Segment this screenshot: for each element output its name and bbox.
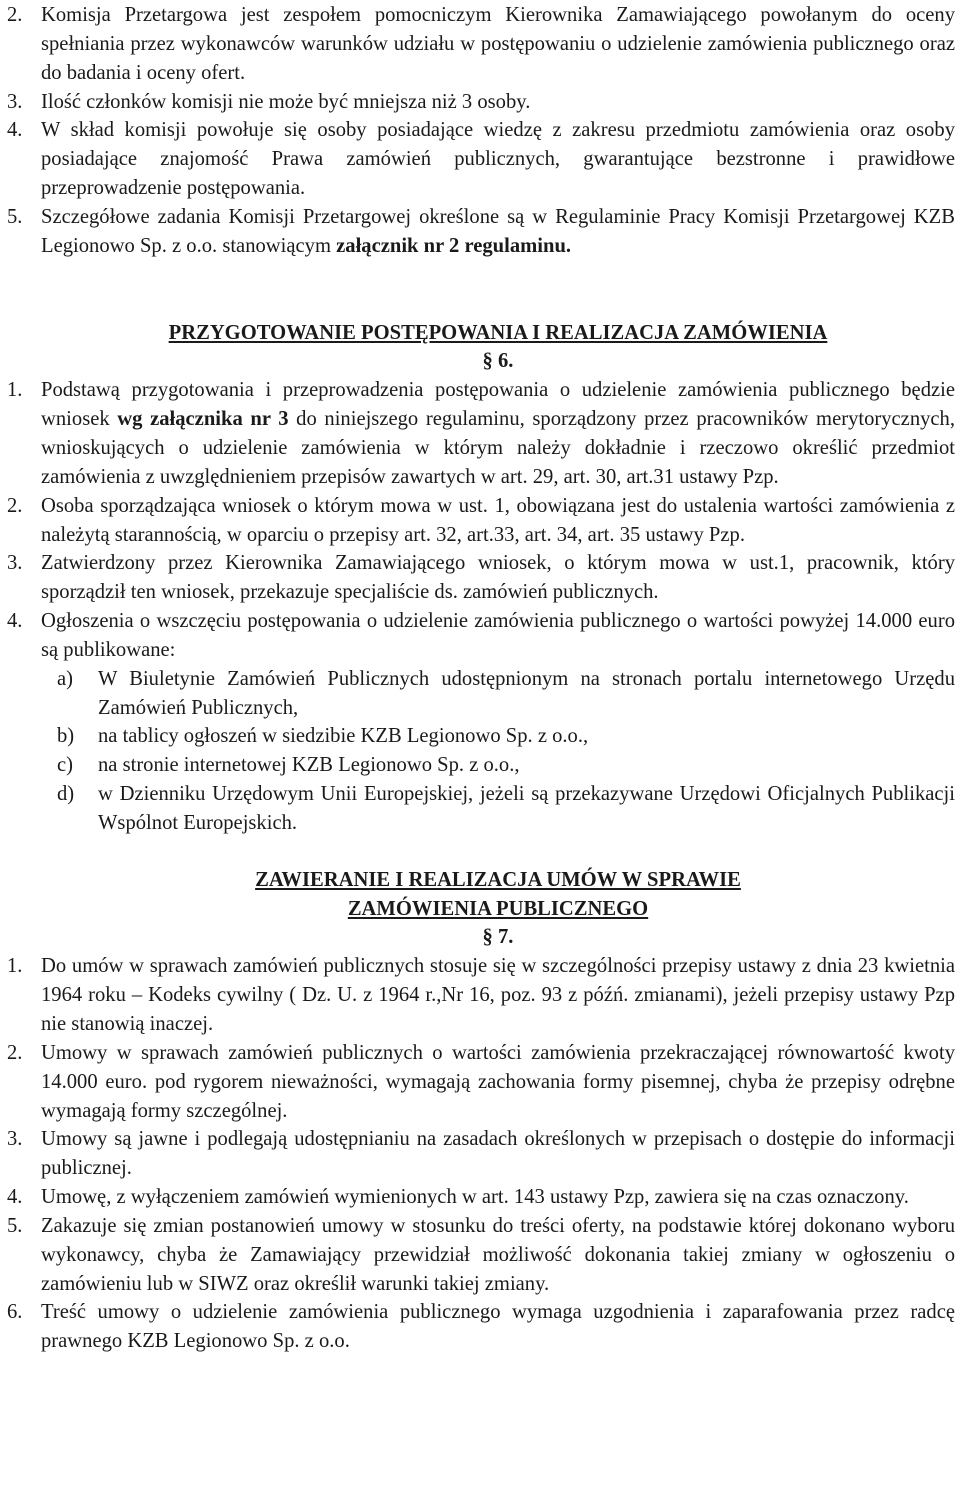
attachment-reference: załącznik nr 2 regulaminu. — [336, 234, 572, 257]
item-text: Ilość członków komisji nie może być mniejsza niż 3 osoby. — [41, 90, 531, 113]
section-7-heading-line-1: ZAWIERANIE I REALIZACJA UMÓW W SPRAWIE — [255, 868, 741, 891]
item-number: 1. — [7, 955, 23, 978]
spacer — [7, 261, 955, 319]
sub-list-item — [7, 780, 955, 838]
sub-item-text: W Biuletynie Zamówień Publicznych udostępnionym na stronach portalu internetowego Urzędu Zamówień Publicznych, — [98, 667, 955, 719]
item-text: Komisja Przetargowa jest zespołem pomocniczym Kierownika Zamawiającego powołanym do oceny spełniania przez wykonawców warunków udziału w postępowaniu o udzielenie zamówienia publicznego oraz do badania i oceny ofert. — [41, 4, 955, 84]
section-7-heading-line-2: ZAMÓWIENIA PUBLICZNEGO — [347, 897, 649, 920]
list-item — [7, 1212, 955, 1299]
attachment-reference: wg załącznika nr 3 — [117, 408, 289, 431]
item-text: Zatwierdzony przez Kierownika Zamawiającego wniosek, o którym mowa w ust.1, pracownik, który sporządził ten wniosek, przekazuje specjaliście ds. zamówień publicznych. — [41, 552, 955, 604]
item-number: 2. — [7, 4, 23, 26]
item-text: Zakazuje się zmian postanowień umowy w stosunku do treści oferty, na podstawie której dokonano wyboru wykonawcy, chyba że Zamawiający przewidział możliwość dokonania takiej zmiany w ogłoszeniu o zamówieniu lub w SIWZ oraz określił warunki takiej zmiany. — [41, 1214, 955, 1295]
section-6-number — [7, 347, 955, 376]
item-number: 5. — [7, 205, 23, 228]
list-item — [7, 607, 955, 665]
section-7-number — [7, 923, 955, 952]
item-text: Do umów w sprawach zamówień publicznych stosuje się w szczególności przepisy ustawy z dnia 23 kwietnia 1964 roku – Kodeks cywilny ( Dz. U. z 1964 r.,Nr 16, poz. 93 z późń. zmianami), jeżeli przepisy ustawy Pzp nie stanowią inaczej. — [41, 955, 955, 1035]
item-text-part: Podstawą przygotowania i przeprowadzenia postępowania o udzielenie zamówienia publicznego będzie wniosek — [41, 379, 955, 431]
sub-item-text: w Dzienniku Urzędowym Unii Europejskiej, jeżeli są przekazywane Urzędowi Oficjalnych Publikacji Wspólnot Europejskich. — [98, 783, 955, 834]
item-text: Ogłoszenia o wszczęciu postępowania o udzielenie zamówienia publicznego o wartości powyżej 14.000 euro są publikowane: — [41, 610, 955, 661]
item-number: 1. — [7, 379, 23, 402]
item-number: 3. — [7, 90, 23, 113]
item-number: 2. — [7, 1041, 23, 1064]
item-number: 5. — [7, 1214, 23, 1237]
sub-item-letter: b) — [57, 725, 75, 748]
paragraph-number: 7. — [498, 926, 514, 949]
item-text — [41, 203, 955, 261]
item-number: 4. — [7, 119, 23, 142]
sub-item-letter: d) — [57, 783, 75, 806]
list-item — [7, 203, 955, 261]
paragraph-sign: § — [482, 350, 493, 373]
list-item — [7, 952, 955, 1039]
list-item — [7, 1298, 955, 1356]
item-number: 4. — [7, 610, 23, 633]
list-item — [7, 1183, 955, 1212]
section-6-heading: PRZYGOTOWANIE POSTĘPOWANIA I REALIZACJA ZAMÓWIENIA — [168, 321, 828, 344]
list-item — [7, 492, 955, 550]
item-text: Osoba sporządzająca wniosek o którym mowa w ust. 1, obowiązana jest do ustalenia wartości zamówienia z należytą starannością, w oparciu o przepisy art. 32, art.33, art. 34, art. 35 ustawy Pzp. — [41, 494, 955, 546]
list-item — [7, 549, 955, 607]
list-item — [7, 376, 955, 491]
list-item — [7, 1125, 955, 1183]
item-text: Umowy w sprawach zamówień publicznych o wartości zamówienia przekraczającej równowartość kwoty 14.000 euro. pod rygorem nieważności, wymagają zachowania formy pisemnej, chyba że przepisy odrębne wymagają formy szczególnej. — [41, 1041, 955, 1122]
sub-item-letter: c) — [57, 754, 73, 777]
item-text-part: do niniejszego regulaminu, sporządzony przez pracowników merytorycznych, wnioskujących o udzielenie zamówienia w którym należy dokładnie i rzeczowo określić przedmiot zamówienia z uwzględnieniem przepisów zawartych w art. 29, art. 30, art.31 ustawy Pzp. — [41, 408, 956, 488]
list-item — [7, 1039, 955, 1126]
sub-item-text: na stronie internetowej KZB Legionowo Sp. z o.o., — [98, 754, 520, 777]
item-text — [41, 376, 955, 491]
list-item — [7, 1, 955, 88]
item-number: 4. — [7, 1186, 23, 1209]
paragraph-number: 6. — [498, 350, 514, 373]
sub-list-item — [7, 751, 955, 780]
sub-list-item — [7, 665, 955, 723]
spacer — [7, 838, 955, 866]
list-item — [7, 88, 955, 117]
item-text-part: Szczegółowe zadania Komisji Przetargowej określone są w Regulaminie Pracy Komisji Przetargowej KZB Legionowo Sp. z o.o. stanowiącym — [41, 205, 955, 257]
item-number: 3. — [7, 552, 23, 575]
item-number: 3. — [7, 1128, 23, 1151]
item-text: W skład komisji powołuje się osoby posiadające wiedzę z zakresu przedmiotu zamówienia oraz osoby posiadające znajomość Prawa zamówień publicznych, gwarantujące bezstronne i prawidłowe przeprowadzenie postępowania. — [41, 119, 955, 200]
item-text: Umowy są jawne i podlegają udostępnianiu na zasadach określonych w przepisach o dostępie do informacji publicznej. — [41, 1128, 955, 1180]
paragraph-sign: § — [482, 926, 493, 949]
sub-list-item — [7, 722, 955, 751]
document-page — [7, 1, 955, 1356]
item-number: 2. — [7, 494, 23, 517]
sub-item-letter: a) — [57, 667, 73, 690]
item-number: 6. — [7, 1301, 23, 1324]
item-text: Treść umowy o udzielenie zamówienia publicznego wymaga uzgodnienia i zaparafowania przez radcę prawnego KZB Legionowo Sp. z o.o. — [41, 1301, 955, 1353]
list-item — [7, 116, 955, 203]
sub-item-text: na tablicy ogłoszeń w siedzibie KZB Legionowo Sp. z o.o., — [98, 725, 589, 748]
item-text: Umowę, z wyłączeniem zamówień wymienionych w art. 143 ustawy Pzp, zawiera się na czas oznaczony. — [41, 1186, 909, 1209]
